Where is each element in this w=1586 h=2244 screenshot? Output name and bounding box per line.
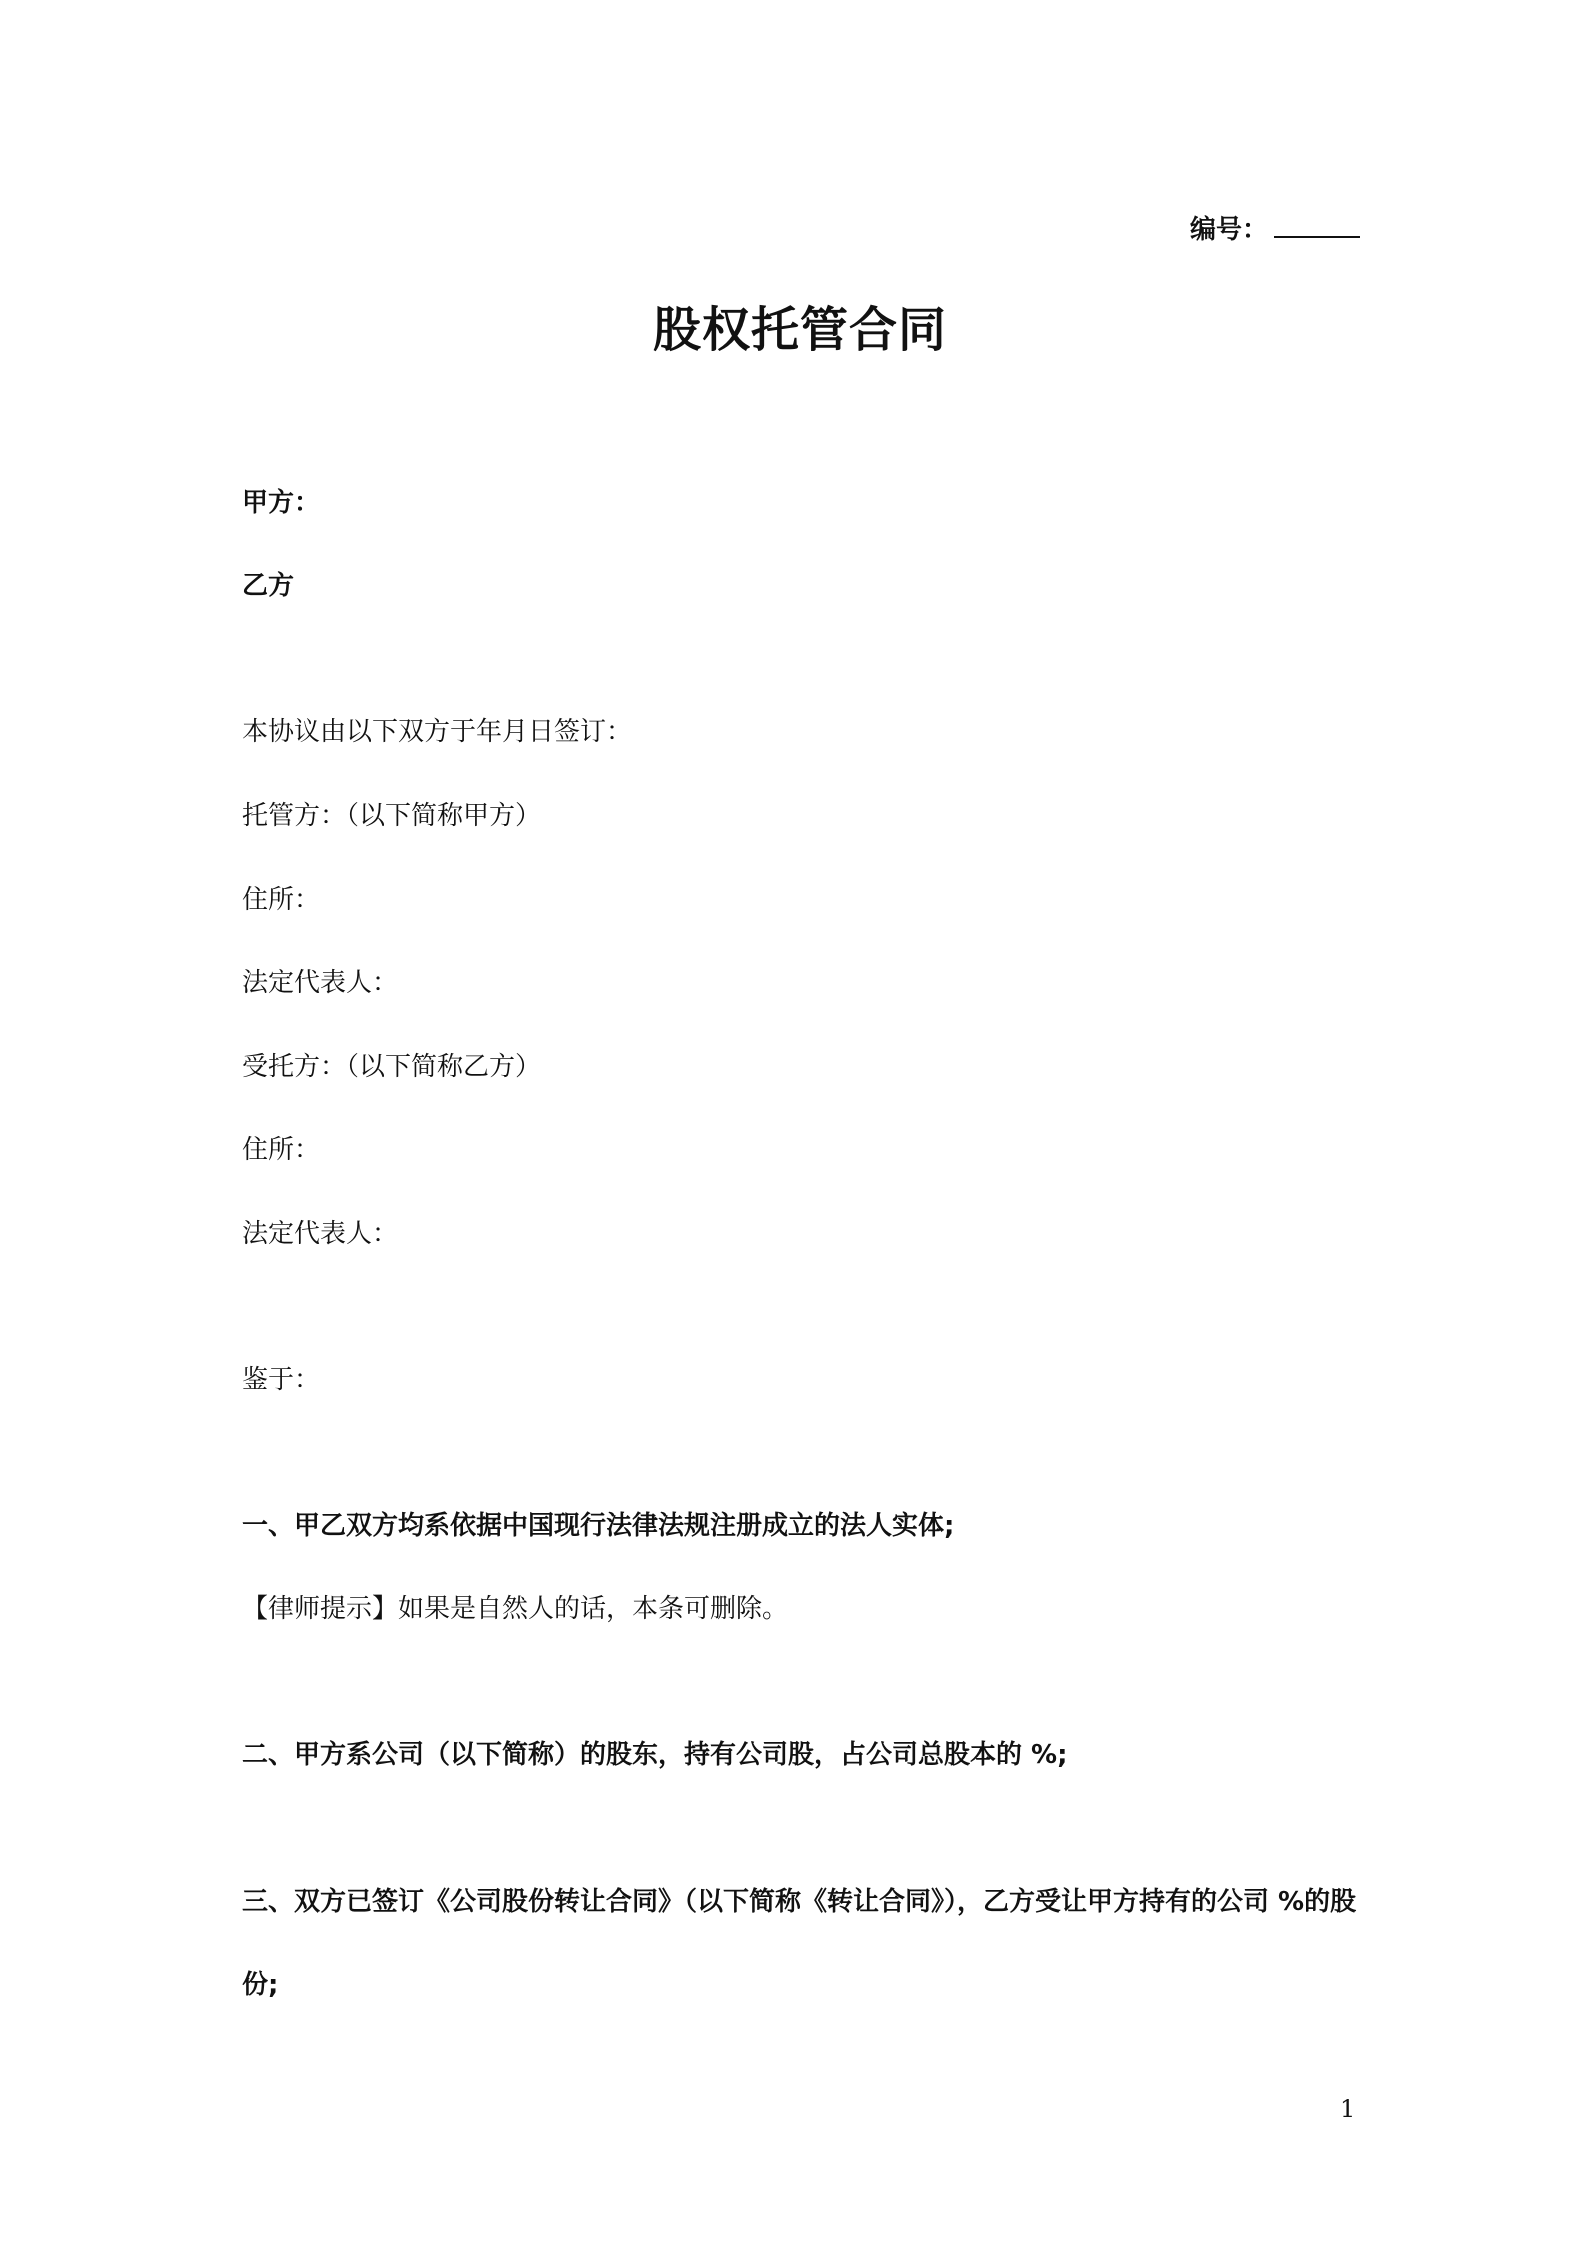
trustee-address-line: 住所： bbox=[242, 1135, 321, 1165]
party-b-label: 乙方 bbox=[242, 571, 295, 601]
trustee-representative-line: 法定代表人： bbox=[242, 1219, 399, 1249]
whereas-clause-3-line-2: 份; bbox=[242, 1970, 279, 2000]
trustor-representative-line: 法定代表人： bbox=[242, 968, 399, 998]
lawyer-tip: 【律师提示】如果是自然人的话，本条可删除。 bbox=[242, 1594, 789, 1624]
whereas-clause-1: 一、甲乙双方均系依据中国现行法律法规注册成立的法人实体; bbox=[242, 1511, 955, 1541]
document-number-label: 编号： bbox=[1190, 215, 1269, 245]
page-number: 1 bbox=[1340, 2095, 1356, 2123]
party-a-label: 甲方： bbox=[242, 488, 321, 518]
whereas-clause-3-line-1: 三、双方已签订《公司股份转让合同》（以下简称《转让合同》），乙方受让甲方持有的公司 %的股 bbox=[242, 1887, 1357, 1917]
whereas-label: 鉴于： bbox=[242, 1365, 321, 1395]
trustor-line: 托管方：（以下简称甲方） bbox=[242, 801, 542, 831]
whereas-clause-2: 二、甲方系公司（以下简称）的股东，持有公司股，占公司总股本的 %; bbox=[242, 1740, 1068, 1770]
document-number-blank-line bbox=[1274, 212, 1360, 238]
document-number bbox=[1190, 212, 1360, 247]
signing-statement: 本协议由以下双方于年月日签订： bbox=[242, 717, 633, 747]
trustor-address-line: 住所： bbox=[242, 885, 321, 915]
page-title: 股权托管合同 bbox=[652, 302, 947, 358]
trustee-line: 受托方：（以下简称乙方） bbox=[242, 1052, 542, 1082]
